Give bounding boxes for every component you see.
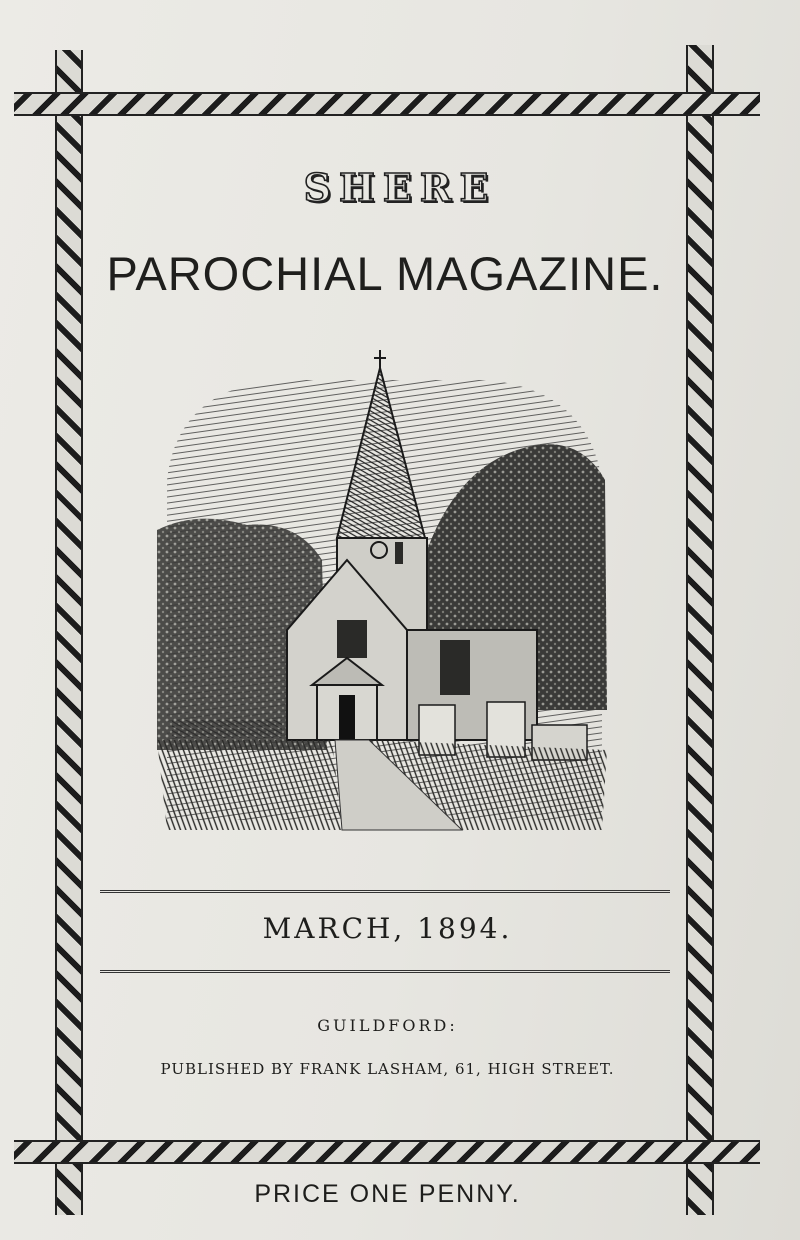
rope-border-left [55,50,83,1215]
rule-upper [100,890,670,893]
publisher-line: PUBLISHED BY FRANK LASHAM, 61, HIGH STREET. [160,1060,615,1078]
publication-place: GUILDFORD: [317,1016,458,1035]
rope-border-right [686,45,714,1215]
page-title: PAROCHIAL MAGAZINE. [106,247,664,300]
church-engraving-icon [157,350,607,835]
rope-border-top [14,92,760,116]
title-shere: SHERE [303,165,497,210]
issue-date: MARCH, 1894. [262,912,513,945]
price-line: PRICE ONE PENNY. [254,1180,521,1208]
rule-lower [100,970,670,973]
rope-border-bottom [14,1140,760,1164]
